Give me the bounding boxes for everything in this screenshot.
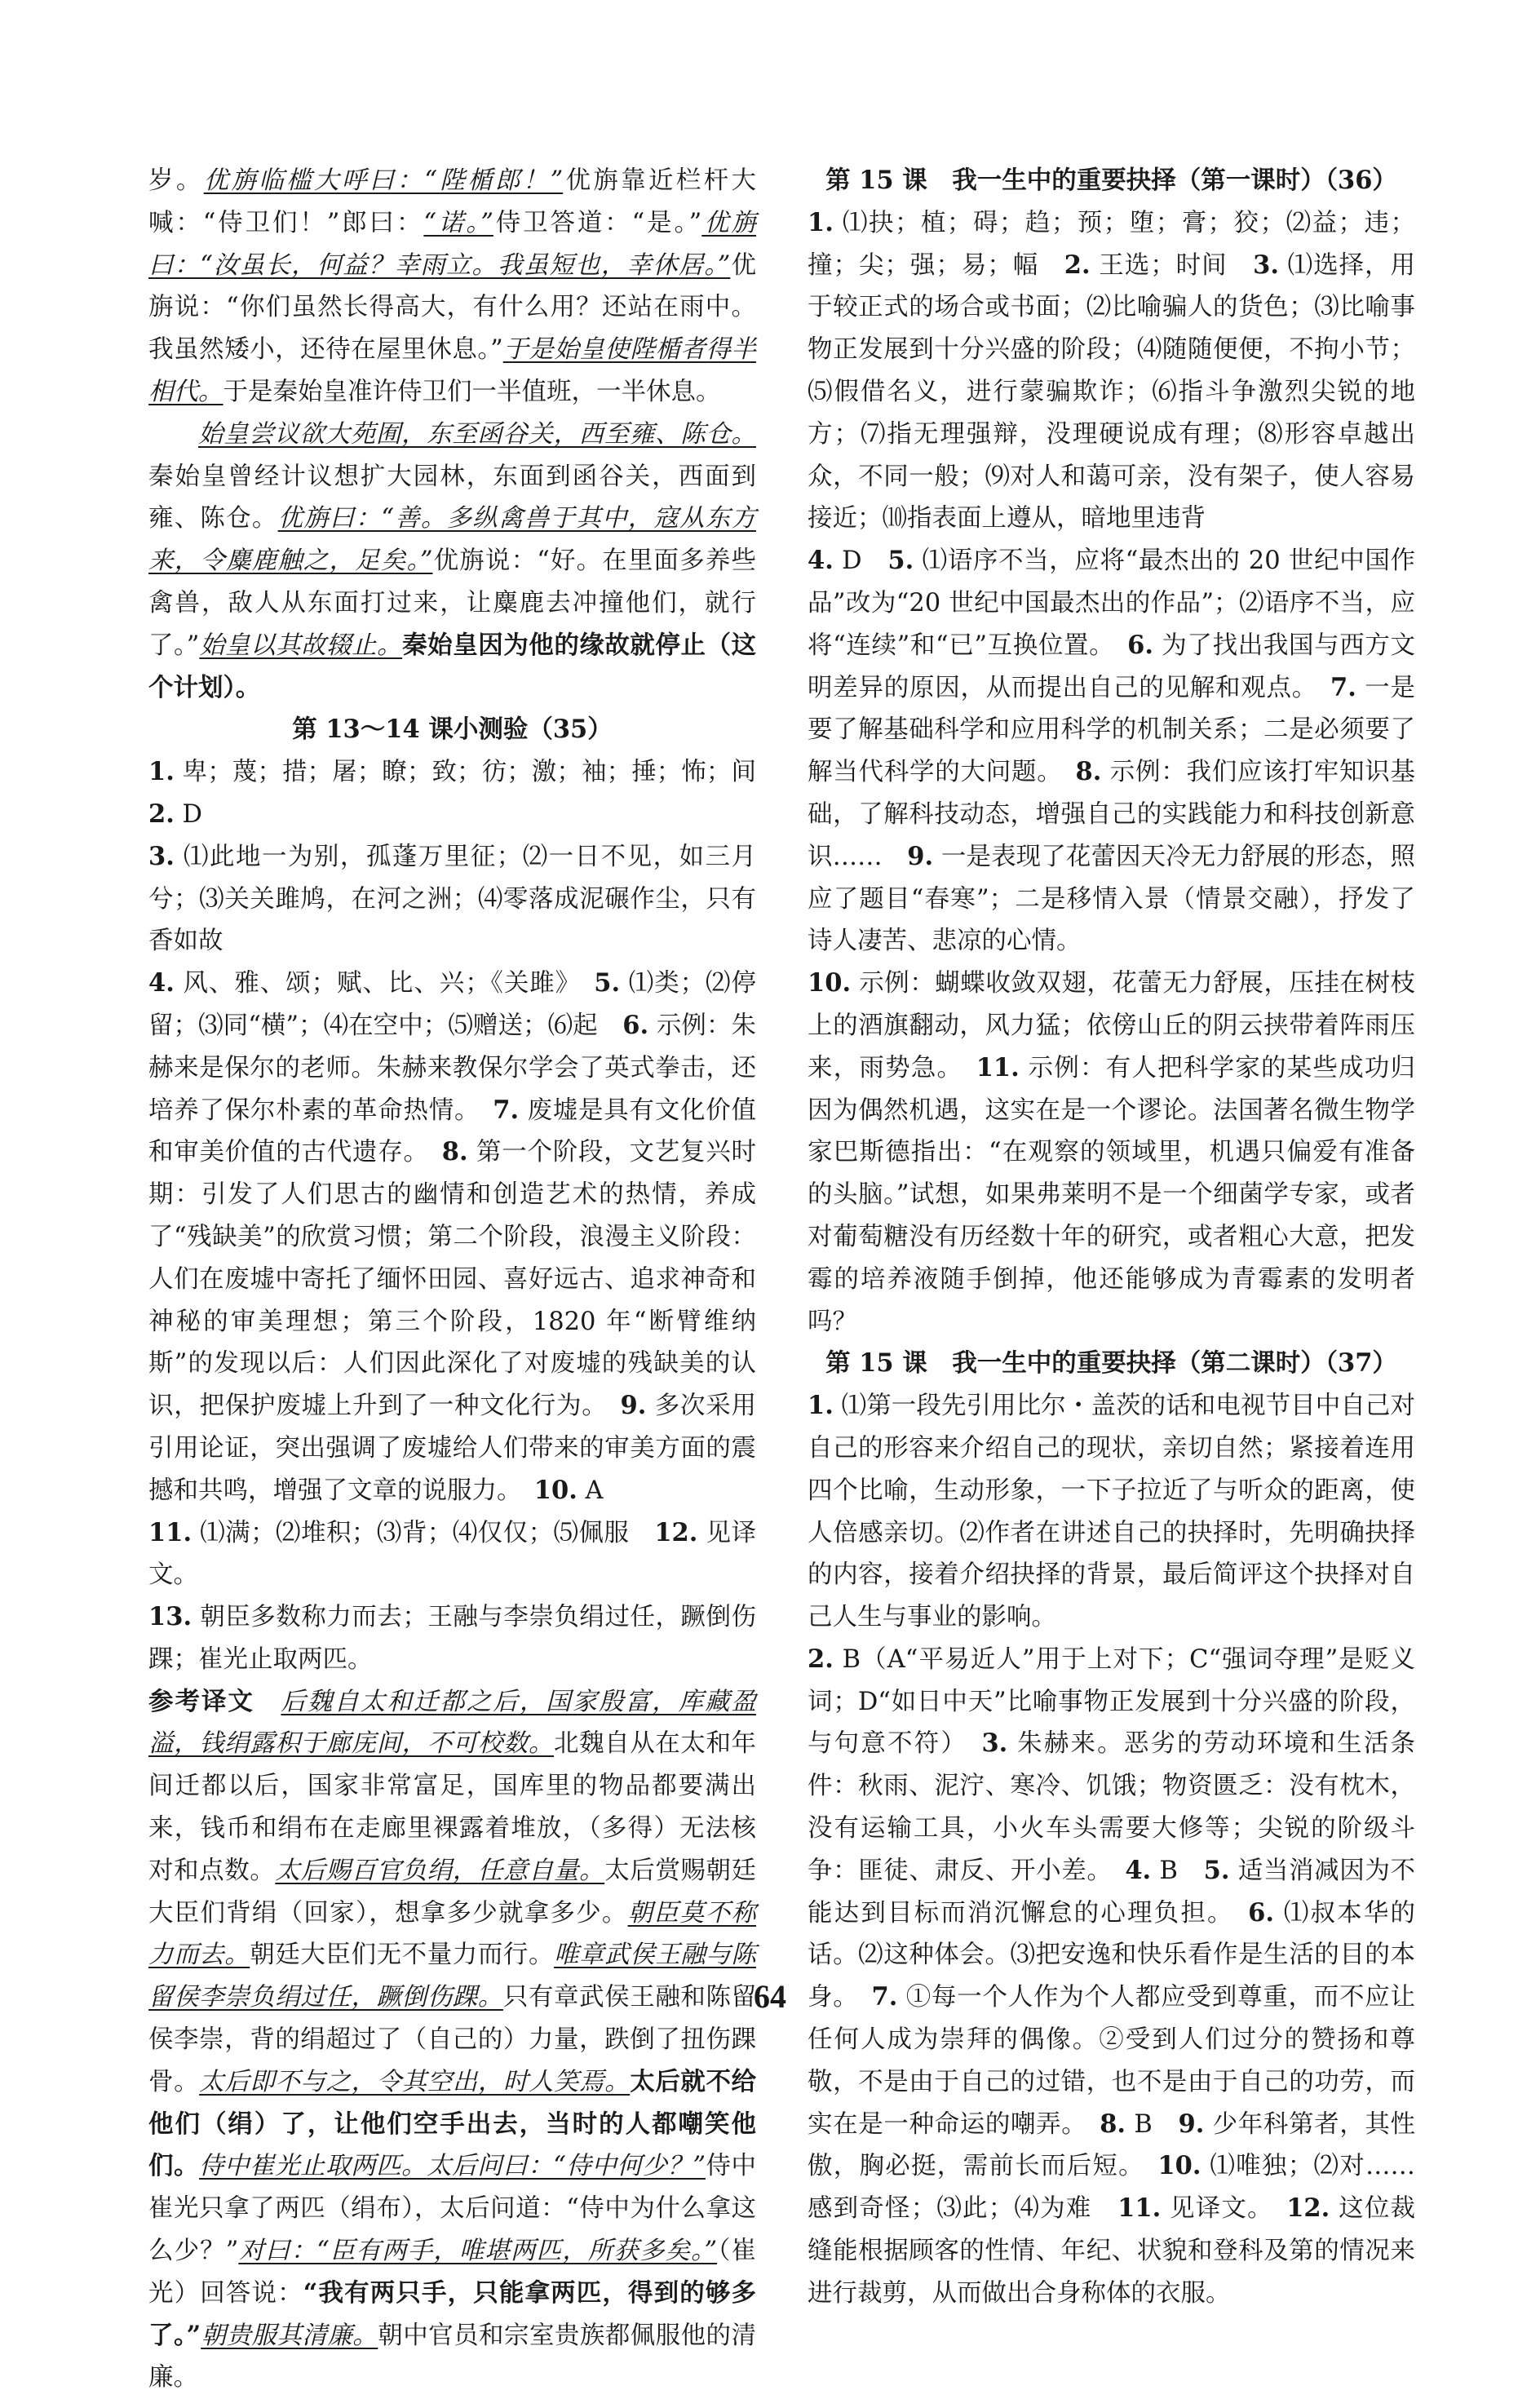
section-heading: 第 13～14 课小测验（35） <box>292 715 613 745</box>
answer-paragraph: 2. B（A“平易近人”用于上对下；C“强词夺理”是贬义词；D“如日中天”比喻事物正发展到十分兴盛的阶段，与句意不符） 3. 朱赫来。恶劣的劳动环境和生活条件：秋雨、泥泞、寒冷、饥饿；物资匮乏：没有枕木，没有运输工具，小火车头需要大修等；尖锐的阶级斗争：匪徒、肃反、开小差。 4. B 5. 适当消减因为不能达到目标而消沉懈怠的心理负担。 6. ⑴叔本华的话。⑵这种体会。⑶把安逸和快乐看作是生活的目的本身。 7. ①每一个人作为个人都应受到尊重，而不应让任何人成为崇拜的偶像。②受到人们过分的赞扬和尊敬，不是由于自己的过错，也不是由于自己的功劳，而实在是一种命运的嘲弄。 8. B 9. 少年科第者，其性傲，胸必挺，需前长而后短。 10. ⑴唯独；⑵对……感到奇怪；⑶此；⑷为难 11. 见译文。 12. 这位裁缝能根据顾客的性情、年纪、状貌和登科及第的情况来进行裁剪，从而做出合身称体的衣服。 <box>808 1644 1416 2308</box>
answer-paragraph: 1. 卑；蔑；措；屠；瞭；致；彷；激；袖；捶；怖；间 2. D <box>148 757 781 829</box>
answer-paragraph: 11. ⑴满；⑵堆积；⑶背；⑷仅仅；⑸佩服 12. 见译文。 <box>148 1517 756 1590</box>
answer-paragraph: 4. D 5. ⑴语序不当，应将“最杰出的 20 世纪中国作品”改为“20 世纪中国最杰出的作品”；⑵语序不当，应将“连续”和“已”互换位置。 6. 为了找出我国与西方文明差异的原因，从而提出自己的见解和观点。 7. 一是要了解基础科学和应用科学的机制关系；二是必须要了解当代科学的大问题。 8. 示例：我们应该打牢知识基础，了解科技动态，增强自己的实践能力和科技创新意识…… 9. 一是表现了花蕾因天冷无力舒展的形态，照应了题目“春寒”；二是移情入景（情景交融），抒发了诗人凄苦、悲凉的心情。 <box>808 546 1416 956</box>
answer-paragraph: 13. 朝臣多数称力而去；王融与李崇负绢过任，蹶倒伤踝；崔光止取两匹。 <box>148 1602 756 1674</box>
reference-translation: 参考译文 后魏自太和迁都之后，国家殷富，库藏盈溢，钱绢露积于廊庑间，不可校数。北魏自从在太和年间迁都以后，国家非常富足，国库里的物品都要满出来，钱币和绢布在走廊里裸露着堆放，（多得）无法核对和点数。太后赐百官负绢，任意自量。太后赏赐朝廷大臣们背绢（回家），想拿多少就拿多少。朝臣莫不称力而去。朝廷大臣们无不量力而行。唯章武侯王融与陈留侯李崇负绢过任，蹶倒伤踝。只有章武侯王融和陈留侯李崇，背的绢超过了（自己的）力量，跌倒了扭伤踝骨。太后即不与之，令其空出，时人笑焉。太后就不给他们（绢）了，让他们空手出去，当时的人都嘲笑他们。侍中崔光止取两匹。太后问曰：“侍中何少？”侍中崔光只拿了两匹（绢布），太后问道：“侍中为什么拿这么少？”对曰：“臣有两手，唯堪两匹，所获多矣。”（崔光）回答说：“我有两只手，只能拿两匹，得到的够多了。”朝贵服其清廉。朝中官员和宗室贵族都佩服他的清廉。 <box>148 1686 757 2392</box>
answer-paragraph: 3. ⑴此地一为别，孤蓬万里征；⑵一日不见，如三月兮；⑶关关雎鸠，在河之洲；⑷零落成泥碾作尘，只有香如故 <box>148 841 756 956</box>
answer-paragraph: 1. ⑴第一段先引用比尔・盖茨的话和电视节目中自己对自己的形容来介绍自己的现状，亲切自然；紧接着连用四个比喻，生动形象，一下子拉近了与听众的距离，使人倍感亲切。⑵作者在讲述自己的抉择时，先明确抉择的内容，接着介绍抉择的背景，最后简评这个抉择对自己人生与事业的影响。 <box>808 1391 1415 1632</box>
answer-paragraph: 10. 示例：蝴蝶收敛双翅，花蕾无力舒展，压挂在树枝上的酒旗翻动，风力猛；依傍山丘的阴云挟带着阵雨压来，雨势急。 11. 示例：有人把科学家的某些成功归因为偶然机遇，这实在是一个谬论。法国著名微生物学家巴斯德指出：“在观察的领域里，机遇只偏爱有准备的头脑。”试想，如果弗莱明不是一个细菌学专家，或者对葡萄糖没有历经数十年的研究，或者粗心大意，把发霉的培养液随手倒掉，他还能够成为青霉素的发明者吗？ <box>808 968 1416 1336</box>
answer-paragraph: 1. ⑴抉；植；碍；趋；预；堕；膏；狡；⑵益；违；撞；尖；强；易；幅 2. 王选；时间 3. ⑴选择，用于较正式的场合或书面；⑵比喻骗人的货色；⑶比喻事物正发展到十分兴盛的阶段；⑷随随便便，不拘小节；⑸假借名义，进行蒙骗欺诈；⑹指斗争激烈尖锐的地方；⑺指无理强辩，没理硬说成有理；⑻形容卓越出众，不同一般；⑼对人和蔼可亲，没有架子，使人容易接近；⑽指表面上遵从，暗地里违背 <box>808 207 1415 533</box>
section-heading: 第 15 课 我一生中的重要抉择（第一课时）（36） <box>825 166 1397 195</box>
passage-paragraph: 始皇尝议欲大苑囿，东至函谷关，西至雍、陈仓。秦始皇曾经计议想扩大园林，东面到函谷关，西面到雍、陈仓。优旃曰：“善。多纵禽兽于其中，寇从东方来，令麋鹿触之，足矣。”优旃说：“好。在里面多养些禽兽，敌人从东面打过来，让麋鹿去冲撞他们，就行了。”始皇以其故辍止。秦始皇因为他的缘故就停止（这个计划）。 <box>148 419 757 702</box>
section-heading: 第 15 课 我一生中的重要抉择（第二课时）（37） <box>825 1348 1397 1379</box>
page-number: 64 <box>754 1978 786 2015</box>
passage-paragraph: 岁。优旃临槛大呼曰：“陛楯郎！”优旃靠近栏杆大喊：“侍卫们！”郎曰：“诺。”侍卫答道：“是。”优旃曰：“汝虽长，何益？幸雨立。我虽短也，幸休居。”优旃说：“你们虽然长得高大，有什么用？还站在雨中。我虽然矮小，还待在屋里休息。”于是始皇使陛楯者得半相代。于是秦始皇准许侍卫们一半值班，一半休息。 <box>148 166 757 406</box>
answer-paragraph: 4. 风、雅、颂；赋、比、兴；《关雎》 5. ⑴类；⑵停留；⑶同“横”；⑷在空中；⑸赠送；⑹起 6. 示例：朱赫来是保尔的老师。朱赫来教保尔学会了英式拳击，还培养了保尔朴素的革命热情。 7. 废墟是具有文化价值和审美价值的古代遗存。 8. 第一个阶段，文艺复兴时期：引发了人们思古的幽情和创造艺术的热情，养成了“残缺美”的欣赏习惯；第二个阶段，浪漫主义阶段：人们在废墟中寄托了缅怀田园、喜好远古、追求神奇和神秘的审美理想；第三个阶段，1820 年“断臂维纳斯”的发现以后：人们因此深化了对废墟的残缺美的认识，把保护废墟上升到了一种文化行为。 9. 多次采用引用论证，突出强调了废墟给人们带来的审美方面的震撼和共鸣，增强了文章的说服力。 10. A <box>148 968 757 1505</box>
